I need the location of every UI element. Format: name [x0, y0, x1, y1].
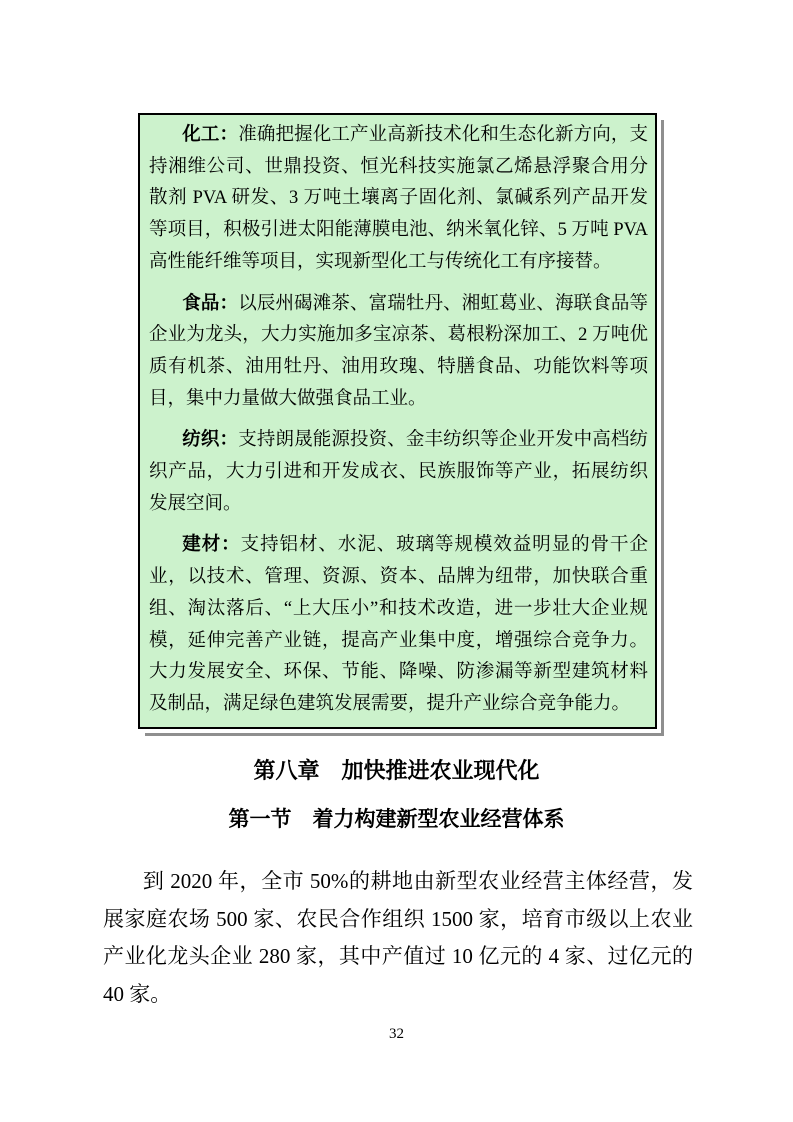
industry-highlight-box	[138, 113, 657, 729]
box-paragraph-chemical	[149, 120, 648, 279]
paragraph-text-building-materials: 支持铝材、水泥、玻璃等规模效益明显的骨干企业，以技术、管理、资源、资本、品牌为纽带，加快联合重组、淘汰落后、“上大压小”和技术改造，进一步壮大企业规模，延伸完善产业链，提高产业集中度，增强综合竞争力。大力发展安全、环保、节能、降噪、防渗漏等新型建筑材料及制品，满足绿色建筑发展需要，提升产业综合竞争能力。	[149, 535, 648, 714]
paragraph-label-chemical: 化工：	[182, 125, 239, 145]
section-heading: 第一节 着力构建新型农业经营体系	[228, 807, 565, 831]
paragraph-text-food: 以辰州碣滩茶、富瑞牡丹、湘虹葛业、海联食品等企业为龙头，大力实施加多宝凉茶、葛根粉深加工、2 万吨优质有机茶、油用牡丹、油用玫瑰、特膳食品、功能饮料等项目，集中力量做大做强食品工业。	[149, 293, 648, 409]
body-paragraph: 到 2020 年，全市 50%的耕地由新型农业经营主体经营，发展家庭农场 500 家、农民合作组织 1500 家，培育市级以上农业产业化龙头企业 280 家，其中产值过 10 亿元的 4 家、过亿元的 40 家。	[103, 869, 693, 1006]
box-paragraph-food	[149, 289, 648, 416]
paragraph-text-chemical: 准确把握化工产业高新技术化和生态化新方向，支持湘维公司、世鼎投资、恒光科技实施氯乙烯悬浮聚合用分散剂 PVA 研发、3 万吨土壤离子固化剂、氯碱系列产品开发等项目，积极引进太阳能薄膜电池、纳米氧化锌、5 万吨 PVA 高性能纤维等项目，实现新型化工与传统化工有序接替。	[149, 125, 648, 272]
page-number: 32	[389, 1026, 404, 1042]
paragraph-label-food: 食品：	[182, 293, 239, 314]
paragraph-label-textile: 纺织：	[182, 430, 239, 451]
chapter-heading: 第八章 加快推进农业现代化	[253, 758, 540, 783]
box-paragraph-building-materials	[149, 530, 648, 720]
paragraph-text-textile: 支持朗晟能源投资、金丰纺织等企业开发中高档纺织产品，大力引进和开发成衣、民族服饰等产业，拓展纺织发展空间。	[149, 430, 648, 514]
paragraph-label-building-materials: 建材：	[182, 535, 241, 556]
box-paragraph-textile	[149, 425, 648, 520]
